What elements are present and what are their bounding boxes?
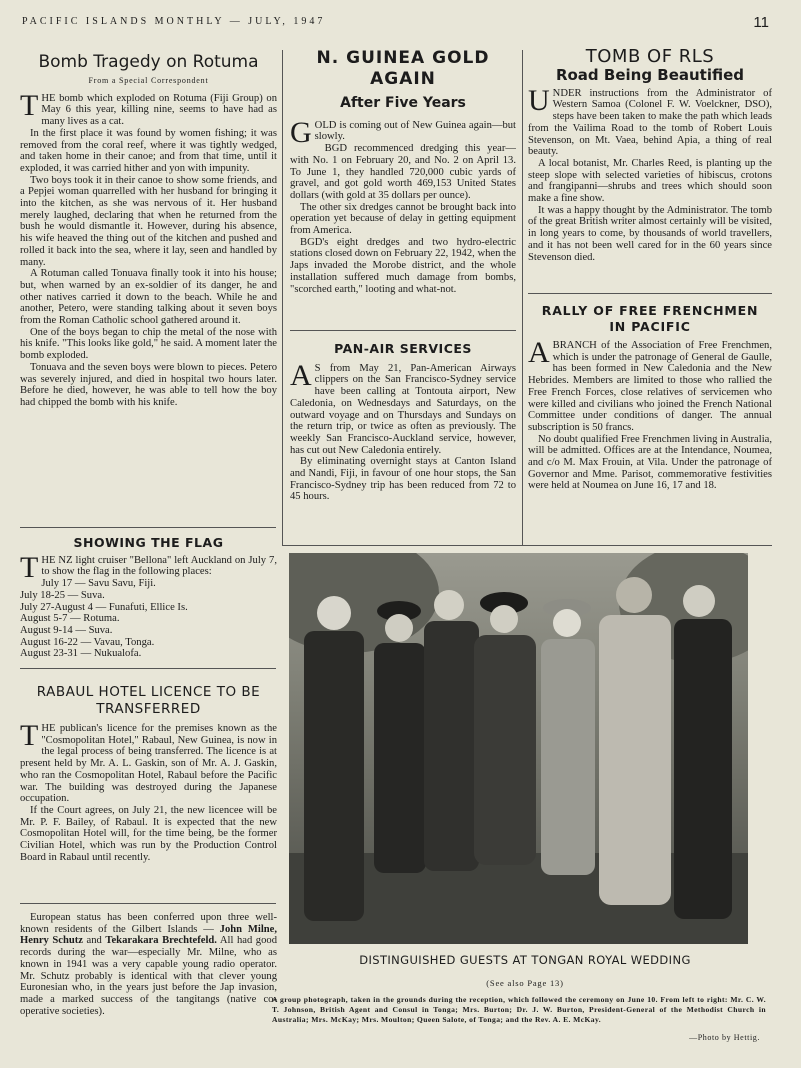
itinerary-item: July 27-August 4 — Funafuti, Ellice Is. <box>20 601 188 613</box>
paragraph: No doubt qualified Free Frenchmen living in Australia, will be admitted. Offices are at the Intendance, Noumea, and c/o M. Max Frouin, at Vila. Under the patronage of Governor and Mme. Parisot, commemorative festivities were held at Noumea on June 16, 17 and 18. <box>528 433 772 492</box>
drop-cap: T <box>20 88 39 122</box>
article-title: RALLY OF FREE FRENCHMEN IN PACIFIC <box>541 303 759 334</box>
paragraph: Two boys took it in their canoe to show some friends, and a Pepjei woman quarrelled with her husband for bringing it into the kitchen, as she was nervous of it. Her husband merely laughed, declaring that when he returned from the bush he would dismantle it. However, during his absence, his wife heaved the thing out of the kitchen and pushed and rolled it back into the sea, where it lay, seen and handled by many. <box>20 174 277 268</box>
paragraph: THE publican's licence for the premises known as the "Cosmopolitan Hotel," Rabaul, New Guinea, is now in the legal process of being transferred. The licence is at present held by Mr. A. L. Gaskin, son of Mr. A. J. Gaskin, who ran the Cosmopolitan Hotel, Rabaul before the Pacific war. The building was destroyed during the Japanese occupation. <box>20 719 277 805</box>
column-rule <box>522 50 523 545</box>
article-title: PAN-AIR SERVICES <box>334 341 472 356</box>
person-figure <box>304 596 364 921</box>
section-rule <box>20 527 276 528</box>
paragraph: By eliminating overnight stays at Canton Island and Nandi, Fiji, in favour of one hour stops, the San Francisco-Sydney trip has been reduced from 72 to 45 hours. <box>290 456 516 503</box>
group-photograph-image <box>289 553 748 944</box>
article-title: Bomb Tragedy on Rotuma <box>38 52 259 72</box>
drop-cap: T <box>20 719 39 752</box>
paragraph: UNDER instructions from the Administrator of Western Samoa (Colonel F. W. Voelckner, DSO), steps have been taken to make the path which leads from the Vailima Road to the tomb of Robert Louis Stevenson, on Mt. Vaea, behind Apia, a thing of real beauty. <box>528 83 772 158</box>
article-bomb-tragedy <box>20 50 277 524</box>
paragraph: GOLD is coming out of New Guinea again—but slowly. <box>290 115 516 149</box>
section-rule <box>20 903 276 904</box>
paragraph: European status has been conferred upon three well-known residents of the Gilbert Islands — John Milne, Henry Schutz and Tekarakara Brechtefeld. All had good records during the war—especially Mr. Milne, who as known in 1941 was a very capable young radio operator. Mr. Schutz probably is identical with that clever young Euronesian who, in the years just before the Jap invasion, made a marked success of the tangitangs (native co-operative societies). <box>20 912 277 1017</box>
person-figure <box>599 577 671 905</box>
itinerary-item: July 18-25 — Suva. <box>20 589 105 601</box>
article-tomb-of-rls <box>528 46 772 290</box>
photo-title: DISTINGUISHED GUESTS AT TONGAN ROYAL WEDDING <box>359 953 691 967</box>
section-rule <box>282 545 772 546</box>
paragraph: A Rotuman called Tonuava finally took it into his house; but, when warned by an ex-soldier of its danger, he and other natives carried it down to the beach. While he and another, Petero, were standing talking about it seven boys from the Roman Catholic school gathered around it. <box>20 268 277 327</box>
article-title: RABAUL HOTEL LICENCE TO BE TRANSFERRED <box>36 684 261 717</box>
article-pan-air <box>290 341 516 541</box>
article-new-guinea-gold <box>290 48 516 328</box>
paragraph: A local botanist, Mr. Charles Reed, is planting up the steep slope with selected varieties of hibiscus, crotons and frangipanni—shrubs and trees which should soon make a fine show. <box>528 157 772 205</box>
article-european-status <box>20 912 277 1044</box>
drop-cap: U <box>528 83 550 117</box>
photo-credit: —Photo by Hettig. <box>689 1033 760 1042</box>
article-free-frenchmen <box>528 303 772 543</box>
byline: From a Special Correspondent <box>88 76 209 85</box>
paragraph: In the first place it was found by women fishing; it was removed from the coral reef, where it was tightly wedged, and taken home in their canoe; and from that time, until it exploded, it was carried hither and yon with impunity. <box>20 127 277 174</box>
drop-cap: G <box>290 115 312 149</box>
itinerary-item: August 23-31 — Nukualofa. <box>20 648 142 660</box>
see-also-note: (See also Page 13) <box>486 978 564 988</box>
article-subtitle: Road Being Beautified <box>555 66 745 84</box>
itinerary-item: July 17 — Savu Savu, Fiji. <box>41 578 156 590</box>
itinerary-item: August 9-14 — Suva. <box>20 624 113 636</box>
paragraph: The other six dredges cannot be brought back into operation yet because of delay in getting equipment from America. <box>290 201 516 237</box>
paragraph: A S from May 21, Pan-American Airways clippers on the San Francisco-Sydney service have been calling at Tontouta airport, New Caledonia, on Wednesdays and Saturdays, on the outward voyage and on Thursdays and Sundays on the return trip, or twice as often as previously. The weekly San Francisco-Auckland service, however, has cut out New Caledonia entirely. <box>290 358 516 456</box>
itinerary-item: August 16-22 — Vavau, Tonga. <box>20 636 155 648</box>
drop-cap: T <box>20 550 39 584</box>
section-rule <box>20 668 276 669</box>
paragraph: THE NZ light cruiser "Bellona" left Auckland on July 7, to show the flag in the following places: <box>20 550 277 584</box>
paragraph: It was a happy thought by the Administrator. The tomb of the great British writer almost certainly will be visited, in long years to come, by thousands of world travellers, and it has not been well cared for in the 60 years since Stevenson died. <box>528 204 772 263</box>
paragraph: If the Court agrees, on July 21, the new licencee will be Mr. P. F. Bailey, of Rabaul. It is expected that the new Cosmopolitan Hotel will, for the time being, be the former Civilian Hotel, which was run by the Production Control Board in Rabaul until recently. <box>20 804 277 863</box>
section-rule <box>528 293 772 294</box>
article-title: TOMB OF RLS <box>585 46 715 67</box>
paragraph: ABRANCH of the Association of Free Frenchmen, which is under the patronage of General de Gaulle, has been formed in New Caledonia and the New Hebrides. Members are limited to those who rallied the Free French Forces, close relatives of servicemen who were killed and civilians who joined the French National Committee under conditions of danger. The annual subscription is 50 francs. <box>528 336 772 433</box>
page-number: 11 <box>753 14 769 31</box>
paragraph: One of the boys began to chip the metal of the nose with his knife. "This looks like gold," he said. A moment later the bomb exploded. <box>20 326 277 362</box>
article-title: SHOWING THE FLAG <box>73 535 224 550</box>
group-photograph <box>289 553 748 944</box>
drop-cap: A <box>528 336 550 369</box>
section-rule <box>290 330 516 331</box>
person-figure <box>674 585 732 919</box>
paragraph: THE bomb which exploded on Rotuma (Fiji Group) on May 6 this year, killing nine, seems to have had as many lives as a cat. <box>20 88 277 128</box>
article-showing-flag <box>20 535 277 665</box>
article-subtitle: After Five Years <box>340 95 466 111</box>
itinerary-item: August 5-7 — Rotuma. <box>20 613 120 625</box>
paragraph: Tonuava and the seven boys were blown to pieces. Petero was severely injured, and died in hospital two hours later. Before he died, however, he was able to tell how the boy had chipped the bomb with his knife. <box>20 361 277 408</box>
photo-caption: A group photograph, taken in the grounds during the reception, which followed the ceremony on June 10. From left to right: Mr. C. W. T. Johnson, British Agent and Consul in Tonga; Mrs. Burton; Dr. J. W. Burton, President-General of the Methodist Church in Australia; Mrs. McKay; Mrs. Moulton; Queen Salote, of Tonga; and the Rev. A. E. McKay. <box>272 995 766 1024</box>
article-rabaul-hotel <box>20 684 277 900</box>
running-head: PACIFIC ISLANDS MONTHLY — JULY, 1947 <box>22 16 326 27</box>
drop-cap: A <box>290 358 312 392</box>
article-title: N. GUINEA GOLD AGAIN <box>316 48 490 89</box>
person-figure <box>541 599 595 875</box>
paragraph: BGD's eight dredges and two hydro-electric stations closed down on February 22, 1942, when the Japs invaded the Morobe district, and the whole installation suffered much damage from bombs, "scorched earth," looting and what-not. <box>290 236 516 295</box>
column-rule <box>282 50 283 545</box>
person-figure <box>424 590 479 871</box>
paragraph: BGD recommenced dredging this year—with No. 1 on February 20, and No. 2 on April 13. To June 1, they handled 720,000 cubic yards of gravel, and got gold worth 469,153 United States dollars (with gold at 35 dollars per ounce). <box>290 143 516 201</box>
